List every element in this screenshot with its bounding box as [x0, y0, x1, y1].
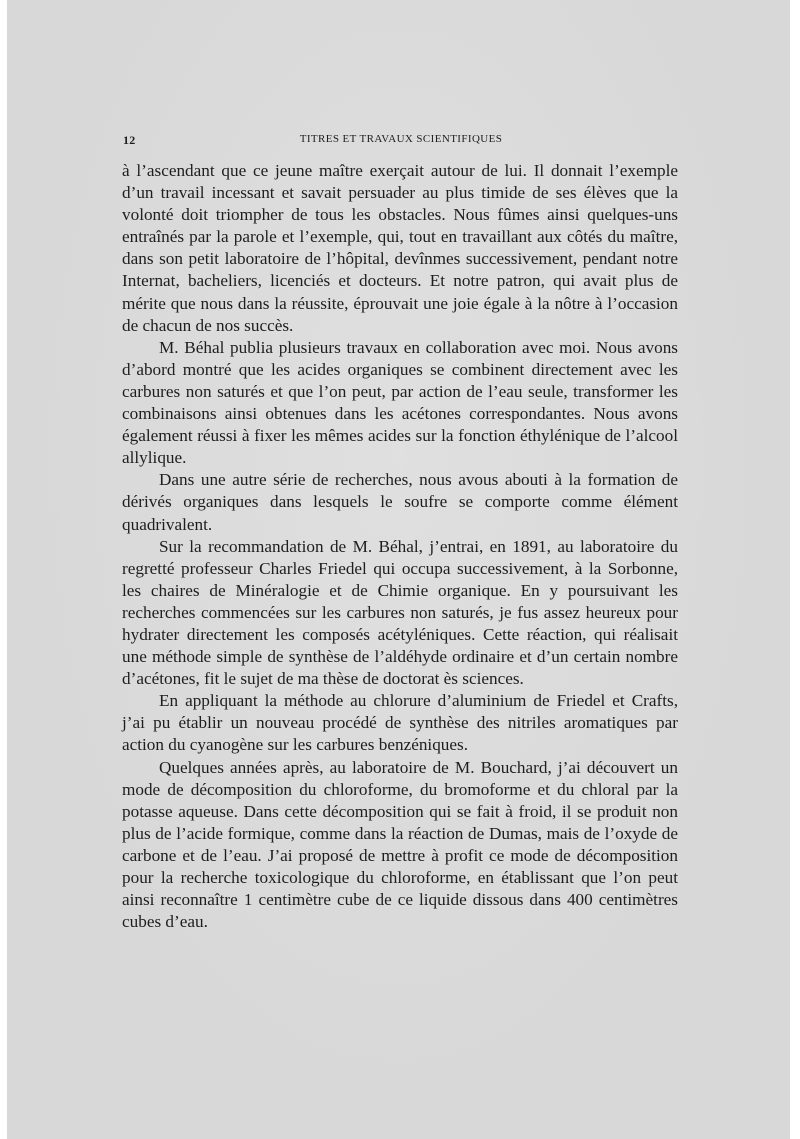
page-number: 12	[123, 133, 136, 147]
paragraph-continuation: à l’ascendant que ce jeune maître exerçait autour de lui. Il donnait l’exemple d’un travail incessant et savait persuader au plus timide de ses élèves que la volonté doit triompher de tous les obstacles. Nous fûmes ainsi quelques-uns entraînés par la parole et l’exemple, qui, tout en travaillant aux côtés du maître, dans son petit laboratoire de l’hôpital, devînmes successivement, pendant notre Internat, bacheliers, licenciés et docteurs. Et notre patron, qui avait plus de mérite que nous dans la réussite, éprouvait une joie égale à la nôtre à l’occasion de chacun de nos succès.	[122, 161, 678, 335]
paragraph-friedel-laboratoire: Sur la recommandation de M. Béhal, j’entrai, en 1891, au laboratoire du regretté professeur Charles Friedel qui occupa successivement, à la Sorbonne, les chaires de Minéralogie et de Chimie organique. En y poursuivant les recherches commencées sur les carbures non saturés, je fus assez heureux pour hydrater directement les composés acétyléniques. Cette réaction, qui réalisait une méthode simple de synthèse de l’aldéhyde ordinaire et d’un certain nombre d’acétones, fit le sujet de ma thèse de doctorat ès sciences.	[122, 536, 678, 689]
running-header-title: TITRES ET TRAVAUX SCIENTIFIQUES	[299, 133, 503, 145]
paragraph-chloroforme-decomposition: Quelques années après, au laboratoire de M. Bouchard, j’ai découvert un mode de décomposition du chloroforme, du bromoforme et du chloral par la potasse aqueuse. Dans cette décomposition qui se fait à froid, il se produit non plus de l’acide formique, comme dans la réaction de Dumas, mais de l’oxyde de carbone et de l’eau. J’ai proposé de mettre à profit ce mode de décomposition pour la recherche toxicologique du chloroforme, en établissant que l’on peut ainsi reconnaître 1 centimètre cube de ce liquide dissous dans 400 centimètres cubes d’eau.	[122, 757, 678, 932]
paragraph-soufre-quadrivalent: Dans une autre série de recherches, nous avous abouti à la formation de dérivés organiques dans lesquels le soufre se comporte comme élément quadrivalent.	[122, 470, 678, 534]
paragraph-behal-collaboration: M. Béhal publia plusieurs travaux en collaboration avec moi. Nous avons d’abord montré que les acides organiques se combinent directement avec les carbures non saturés et que l’on peut, par action de l’eau seule, transformer les combinaisons ainsi obtenues dans les acétones correspondantes. Nous avons également réussi à fixer les mêmes acides sur la fonction éthylénique de l’alcool allylique.	[122, 337, 678, 468]
running-header	[123, 133, 679, 149]
paragraph-nitriles-aromatiques: En appliquant la méthode au chlorure d’aluminium de Friedel et Crafts, j’ai pu établir un nouveau procédé de synthèse des nitriles aromatiques par action du cyanogène sur les carbures benzéniques.	[122, 691, 678, 755]
body-text	[122, 160, 678, 933]
